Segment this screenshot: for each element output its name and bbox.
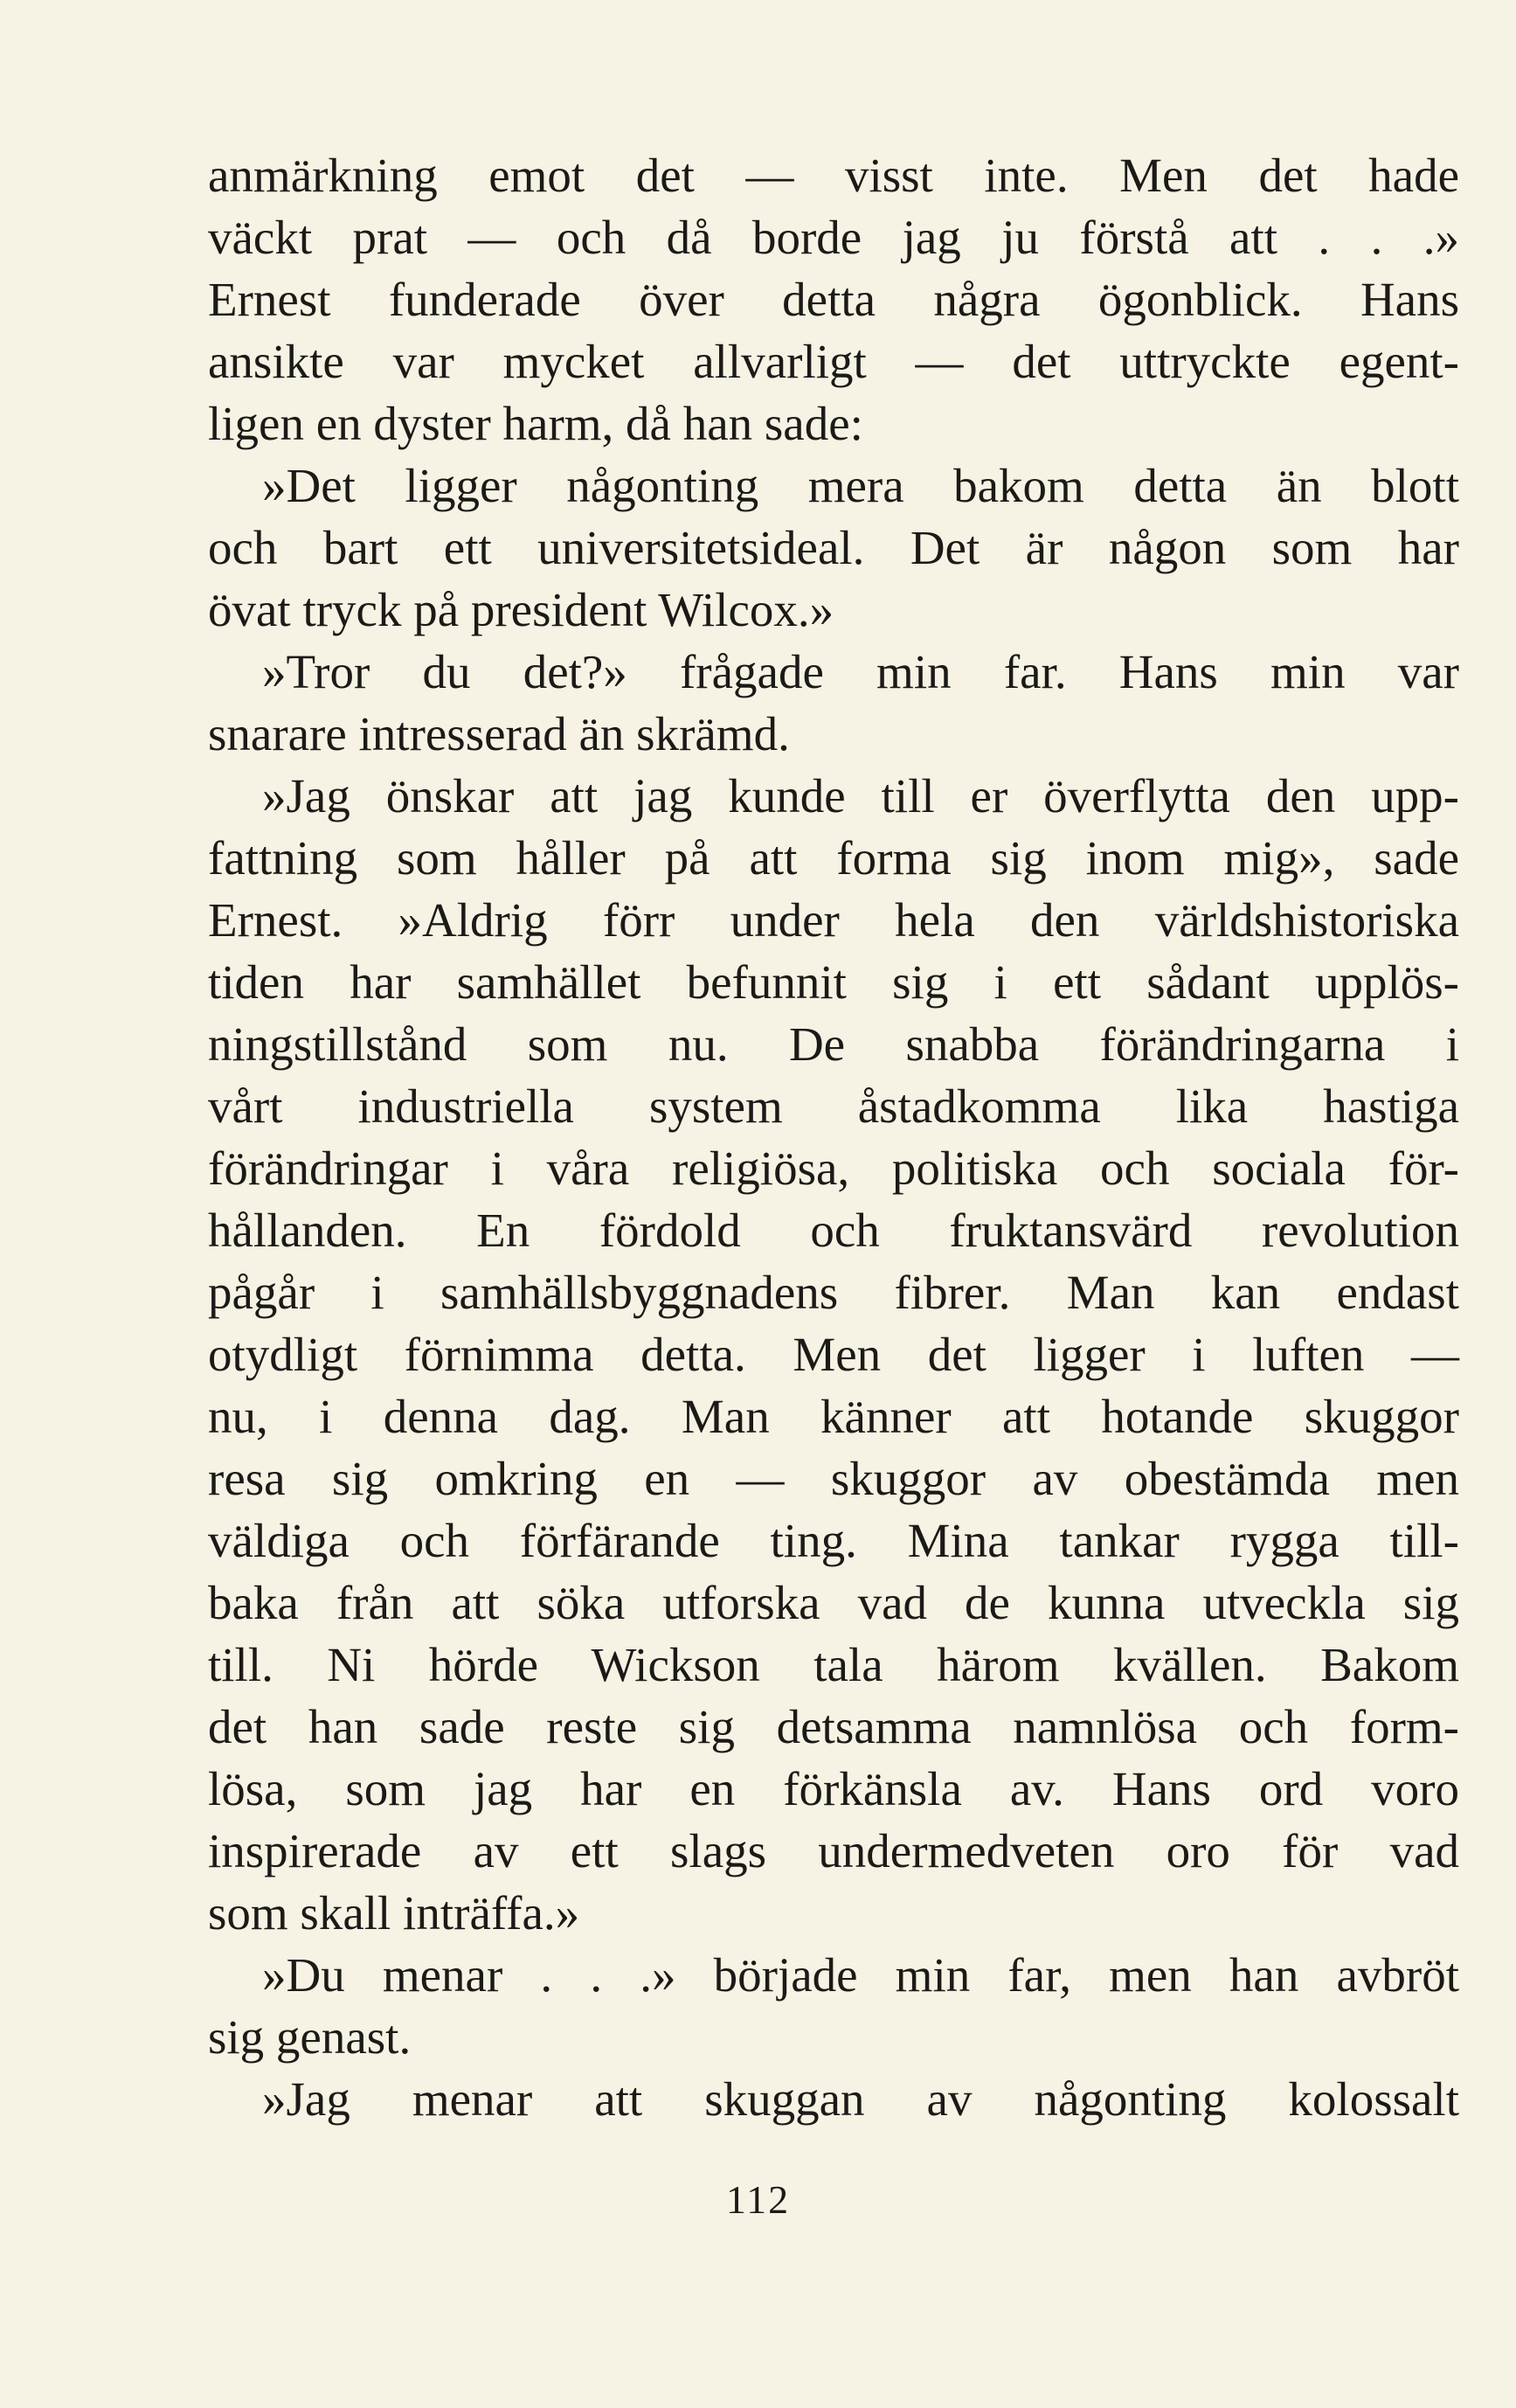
text-line: otydligt förnimma detta. Men det ligger i luften — xyxy=(208,1328,1459,1381)
text-line: Ernest. »Aldrig förr under hela den världshistoriska xyxy=(208,893,1459,947)
text-line: hållanden. En fördold och fruktansvärd revolution xyxy=(208,1204,1459,1257)
text-line: tiden har samhället befunnit sig i ett sådant upplös- xyxy=(208,955,1459,1009)
text-line: inspirerade av ett slags undermedveten oro för vad xyxy=(208,1824,1459,1877)
text-line: övat tryck på president Wilcox.» xyxy=(208,583,834,636)
text-line: sig genast. xyxy=(208,2010,412,2064)
text-line: anmärkning emot det — visst inte. Men det hade xyxy=(208,149,1459,202)
text-line: vårt industriella system åstadkomma lika hastiga xyxy=(208,1079,1459,1133)
text-line: till. Ni hörde Wickson tala härom kvällen. Bakom xyxy=(208,1638,1459,1691)
text-line: ningstillstånd som nu. De snabba förändringarna i xyxy=(208,1017,1459,1071)
text-line: snarare intresserad än skrämd. xyxy=(208,707,790,760)
text-line: och bart ett universitetsideal. Det är någon som har xyxy=(208,521,1459,574)
text-line: pågår i samhällsbyggnadens fibrer. Man kan endast xyxy=(208,1266,1459,1319)
text-line: »Det ligger någonting mera bakom detta än blott xyxy=(262,459,1459,512)
body-text xyxy=(208,144,1459,2130)
text-line: ligen en dyster harm, då han sade: xyxy=(208,397,863,450)
text-line: fattning som håller på att forma sig inom mig», sade xyxy=(208,831,1459,885)
text-line: »Jag önskar att jag kunde till er överflytta den upp- xyxy=(262,769,1459,822)
text-line: ansikte var mycket allvarligt — det uttryckte egent- xyxy=(208,335,1459,388)
text-line: väckt prat — och då borde jag ju förstå att . . .» xyxy=(208,211,1459,264)
text-line: väldiga och förfärande ting. Mina tankar rygga till- xyxy=(208,1514,1459,1567)
text-line: det han sade reste sig detsamma namnlösa och form- xyxy=(208,1700,1459,1753)
text-line: baka från att söka utforska vad de kunna utveckla sig xyxy=(208,1576,1459,1629)
text-line: Ernest funderade över detta några ögonblick. Hans xyxy=(208,273,1459,326)
text-line: som skall inträffa.» xyxy=(208,1886,580,1940)
text-line: »Jag menar att skuggan av någonting kolossalt xyxy=(262,2072,1459,2126)
text-line: lösa, som jag har en förkänsla av. Hans ord voro xyxy=(208,1762,1459,1815)
text-line: »Tror du det?» frågade min far. Hans min var xyxy=(262,645,1459,698)
text-line: resa sig omkring en — skuggor av obestämda men xyxy=(208,1452,1459,1505)
text-line: nu, i denna dag. Man känner att hotande skuggor xyxy=(208,1390,1459,1443)
page-number: 112 xyxy=(725,2177,791,2222)
text-line: förändringar i våra religiösa, politiska och sociala för- xyxy=(208,1142,1459,1195)
text-line: »Du menar . . .» började min far, men han avbröt xyxy=(262,1948,1459,2002)
